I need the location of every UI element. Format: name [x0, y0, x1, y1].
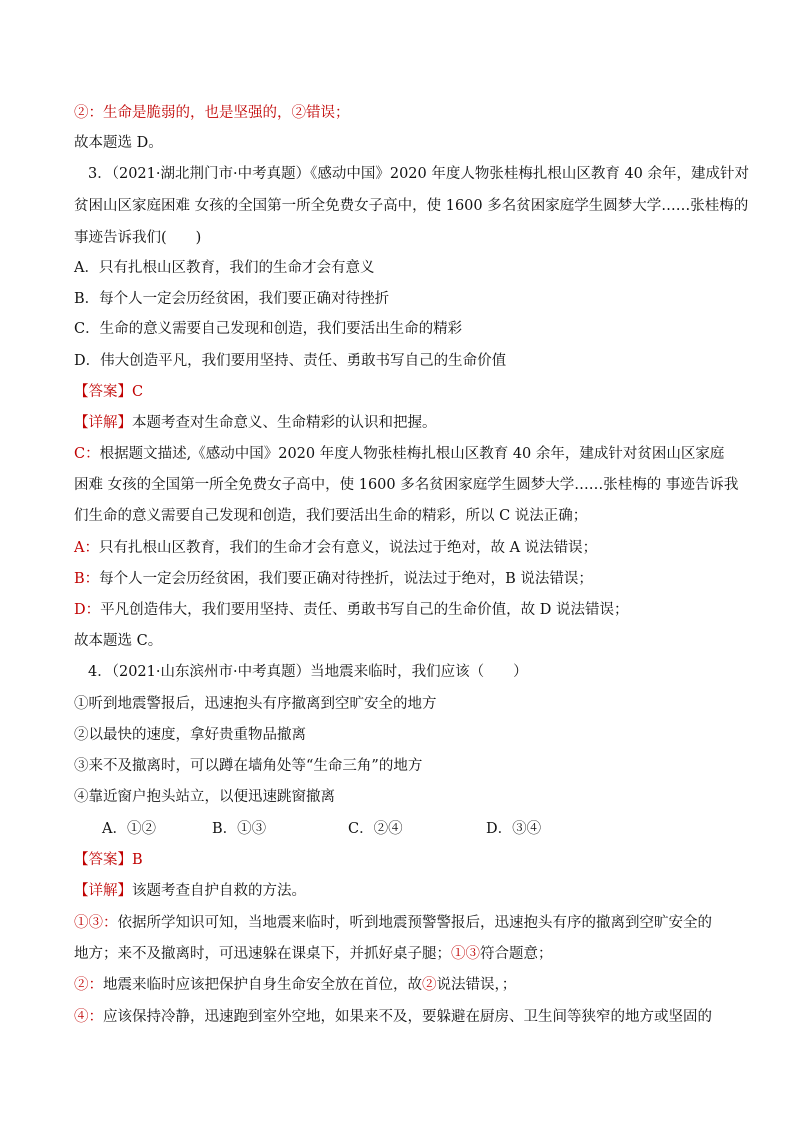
q4-item-4: ④靠近窗户抱头站立，以便迅速跳窗撤离: [74, 789, 335, 805]
q3-stem-line-1: 3．（2021·湖北荆门市·中考真题）《感动中国》2020 年度人物张桂梅扎根山区教育 40 余年，建成针对: [88, 166, 750, 182]
q3-conclusion: 故本题选 C。: [74, 633, 163, 649]
q3-option-c: C．生命的意义需要自己发现和创造，我们要活出生命的精彩: [74, 321, 463, 337]
prev-conclusion: 故本题选 D。: [74, 135, 163, 151]
prev-option-2-line: ②：生命是脆弱的，也是坚强的，②错误；: [74, 105, 350, 121]
q4-analysis-13-line-1: ①③：依据所学知识可知，当地震来临时，听到地震预警警报后，迅速抱头有序的撤离到空旷安全的: [74, 915, 712, 931]
q3-analysis-c-line-2: 困难 女孩的全国第一所全免费女子高中，使 1600 多名贫困家庭学生圆梦大学……张桂梅的 事迹告诉我: [74, 477, 739, 493]
q4-item-1: ①听到地震警报后，迅速抱头有序撤离到空旷安全的地方: [74, 696, 437, 712]
q4-choice-b: B．①③: [212, 821, 267, 837]
q3-analysis-c-line-3: 们生命的意义需要自己发现和创造，我们要活出生命的精彩，所以 C 说法正确；: [74, 508, 588, 524]
q3-option-d: D．伟大创造平凡，我们要用坚持、责任、勇敢书写自己的生命价值: [74, 353, 507, 369]
answer-value: C: [132, 384, 144, 400]
q3-detail: 【详解】本题考查对生命意义、生命精彩的认识和把握。: [74, 415, 437, 431]
q4-analysis-13-line-2: 地方；来不及撤离时，可迅速躲在课桌下，并抓好桌子腿；①③符合题意；: [74, 946, 553, 962]
q3-stem-line-2: 贫困山区家庭困难 女孩的全国第一所全免费女子高中，使 1600 多名贫困家庭学生圆梦大学……张桂梅的: [74, 198, 749, 214]
q4-analysis-4: ④：应该保持冷静，迅速跑到室外空地，如果来不及，要躲避在厨房、卫生间等狭窄的地方或坚固的: [74, 1009, 712, 1025]
q4-choice-d: D．③④: [486, 821, 542, 837]
q4-analysis-2: ②：地震来临时应该把保护自身生命安全放在首位，故②说法错误，；: [74, 977, 517, 993]
detail-tag: 【详解】: [74, 415, 132, 431]
answer-value: B: [132, 852, 143, 868]
q3-analysis-c-line-1: C：根据题文描述,《感动中国》2020 年度人物张桂梅扎根山区教育 40 余年，建成针对贫困山区家庭: [74, 446, 725, 462]
q4-answer: [74, 850, 734, 870]
answer-tag: 【答案】: [74, 384, 132, 400]
q4-choice-c: C．②④: [348, 821, 403, 837]
q3-analysis-a: A：只有扎根山区教育，我们的生命才会有意义，说法过于绝对，故 A 说法错误；: [74, 540, 598, 556]
q3-stem-line-3: 事迹告诉我们( ): [74, 230, 202, 246]
q3-answer: [74, 382, 734, 402]
q4-item-2: ②以最快的速度，拿好贵重物品撤离: [74, 727, 306, 743]
q4-detail: 【详解】该题考查自护自救的方法。: [74, 883, 306, 899]
detail-tag: 【详解】: [74, 883, 132, 899]
q3-option-b: B．每个人一定会历经贫困，我们要正确对待挫折: [74, 291, 390, 307]
q3-analysis-d: D：平凡创造伟大，我们要用坚持、责任、勇敢书写自己的生命价值，故 D 说法错误；: [74, 602, 629, 618]
answer-tag: 【答案】: [74, 852, 132, 868]
q3-option-a: A．只有扎根山区教育，我们的生命才会有意义: [74, 260, 375, 276]
q4-stem: 4．（2021·山东滨州市·中考真题）当地震来临时，我们应该（ ）: [88, 664, 528, 680]
q3-analysis-b: B：每个人一定会历经贫困，我们要正确对待挫折，说法过于绝对，B 说法错误；: [74, 571, 593, 587]
q4-item-3: ③来不及撤离时，可以蹲在墙角处等“生命三角”的地方: [74, 758, 423, 774]
q4-choice-a: A．①②: [102, 821, 156, 837]
